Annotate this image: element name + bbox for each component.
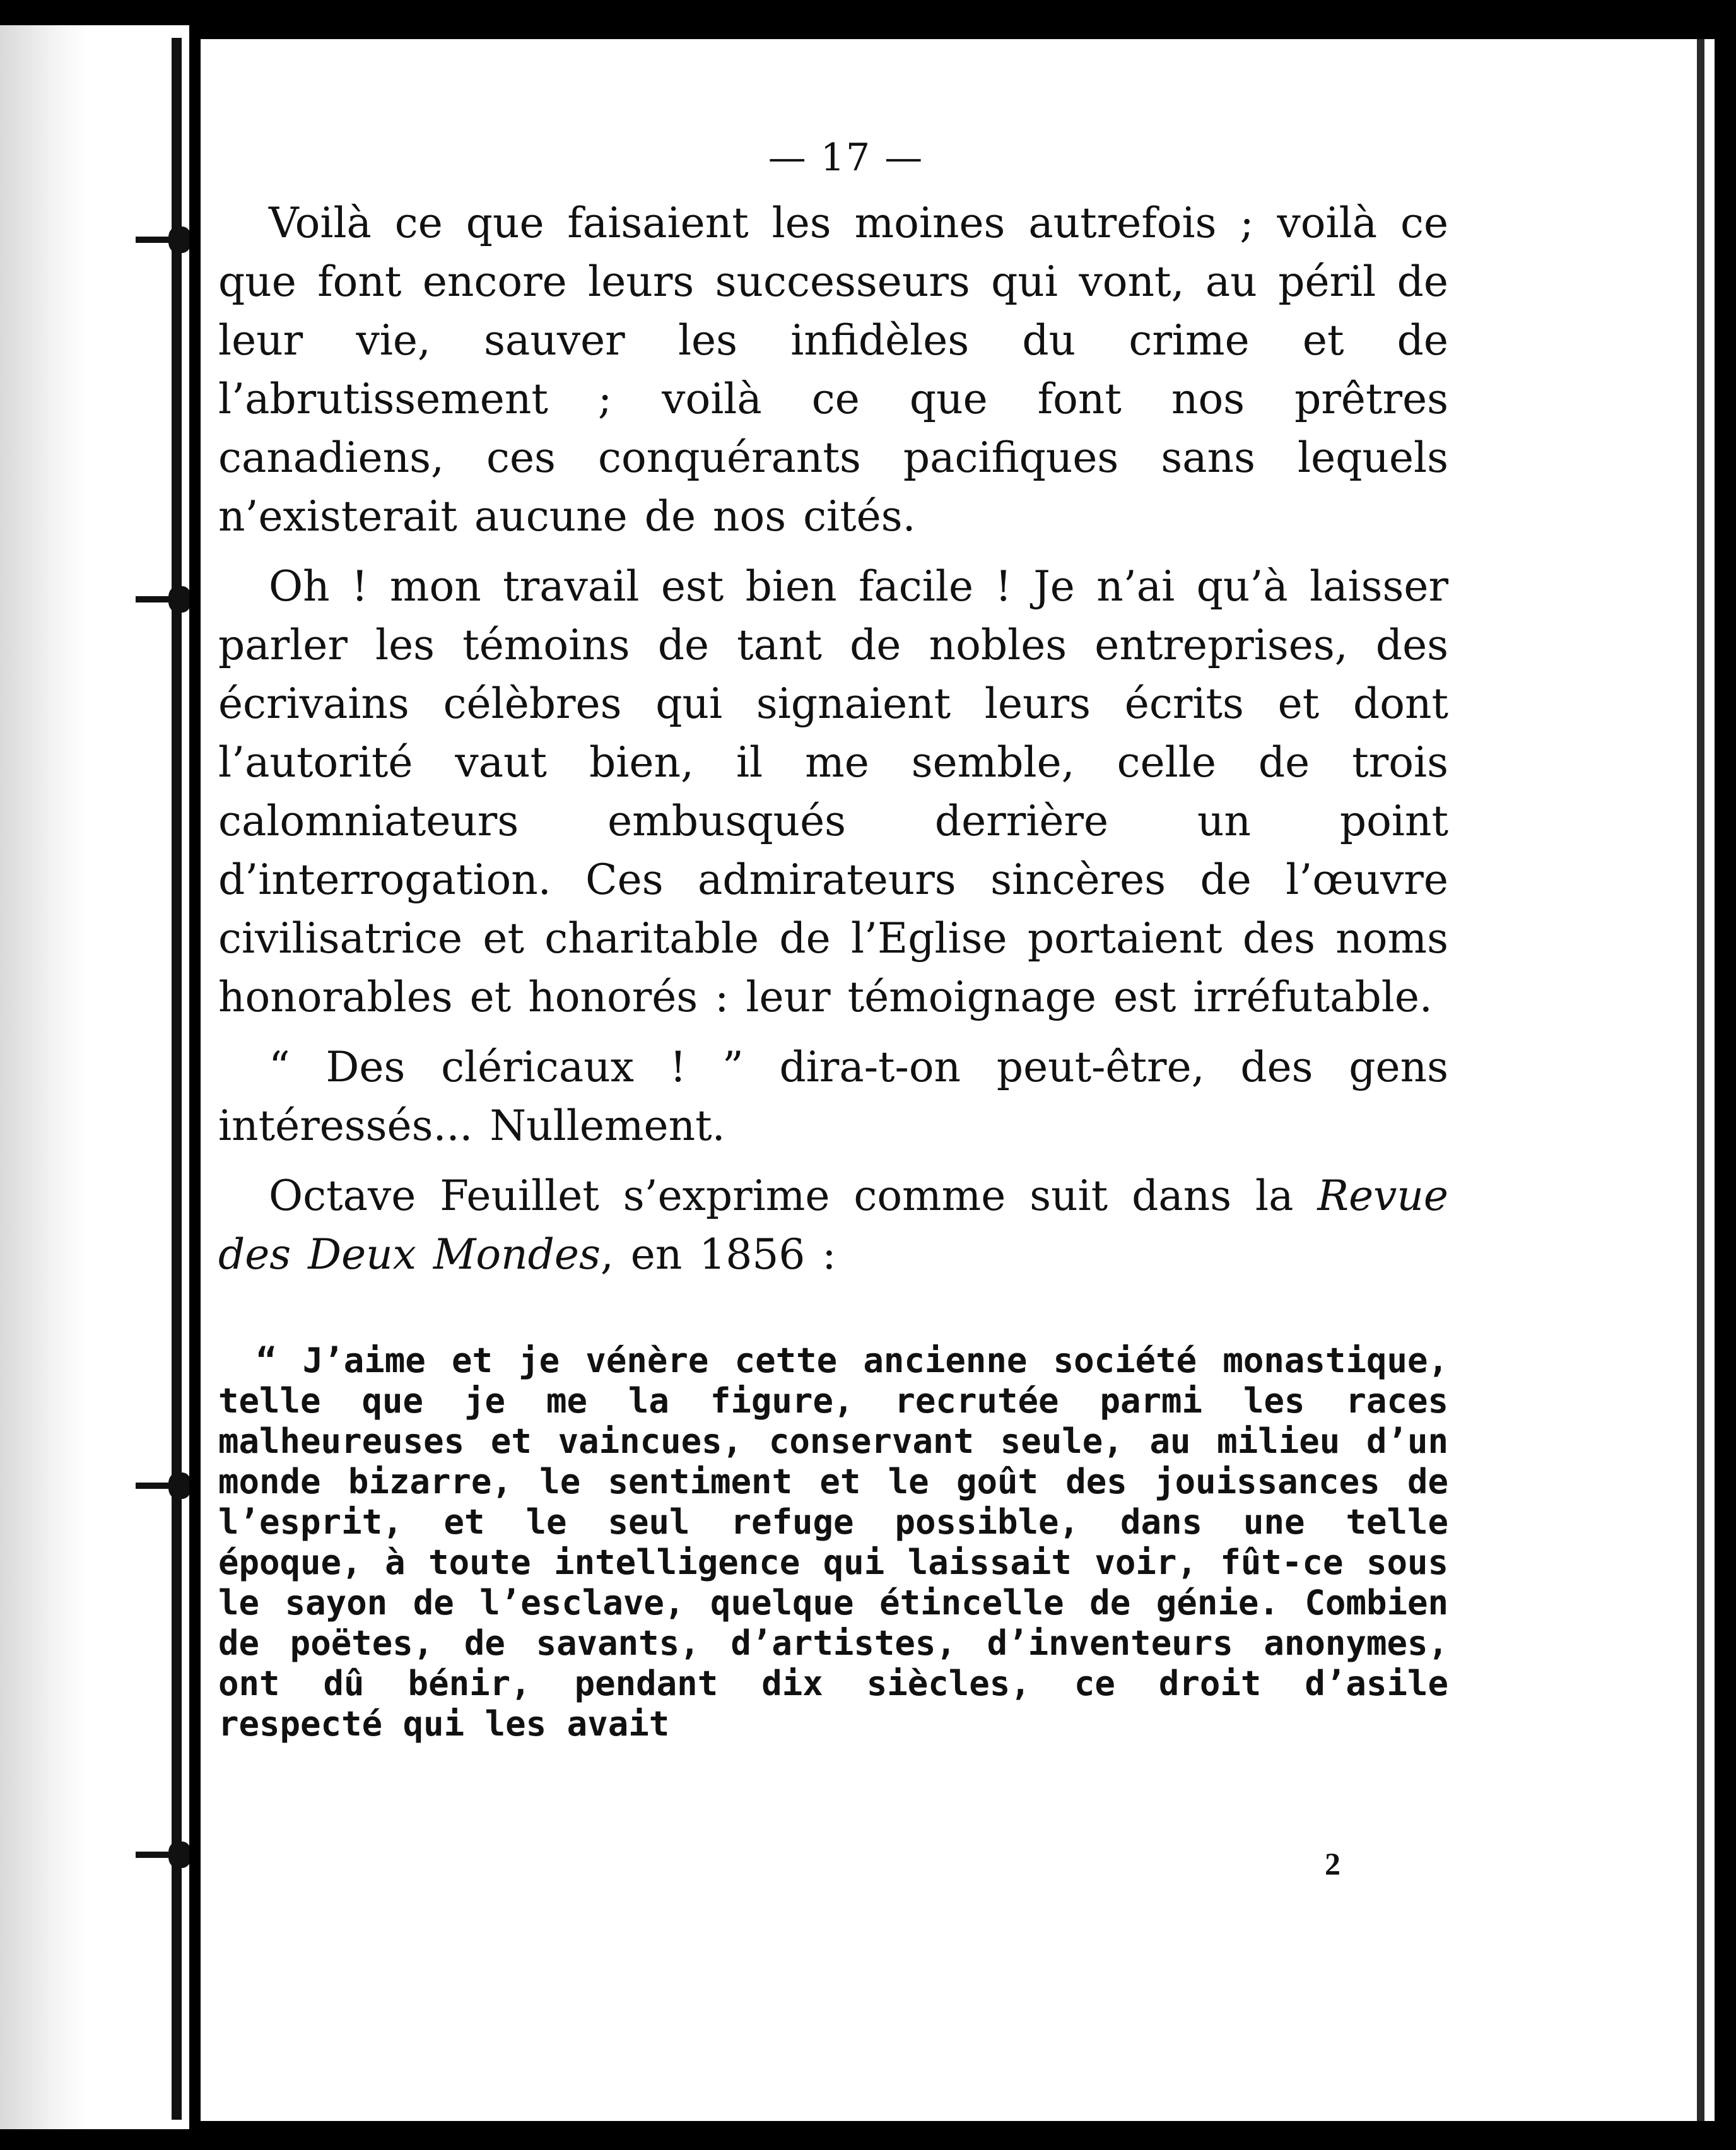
page-edge-shadow bbox=[1697, 39, 1704, 2121]
block-quote: “ J’aime et je vénère cette ancienne société monastique, telle que je me la figure, recrutée parmi les races malheureuses et vaincues, conservant seule, au milieu d’un monde bizarre, le sentiment et le goût des jouissances de l’esprit, et le seul refuge possible, dans une telle époque, à toute intelligence qui laissait voir, fût-ce sous le sayon de l’esclave, quelque étincelle de génie. Combien de poëtes, de savants, d’artistes, d’inventeurs anonymes, ont dû bénir, pendant dix siècles, ce droit d’asile respecté qui les avait bbox=[218, 1341, 1448, 1744]
page-text bbox=[218, 136, 1448, 1778]
facing-page-edge bbox=[0, 25, 189, 2129]
citation-rest: , en 1856 : bbox=[600, 1230, 836, 1279]
signature-mark: 2 bbox=[1325, 1846, 1340, 1881]
paragraph-text: Octave Feuillet s’exprime comme suit dans la bbox=[269, 1172, 1294, 1220]
paragraph: Voilà ce que faisaient les moines autrefois ; voilà ce que font encore leurs successeurs qui vont, au péril de leur vie, sauver les infidèles du crime et de l’abrutissement ; voilà ce que font nos prêtres canadiens, ces conquérants pacifiques sans lequels n’existerait aucune de nos cités. bbox=[218, 199, 1448, 541]
paragraph: Oh ! mon travail est bien facile ! Je n’ai qu’à laisser parler les témoins de tant de nobles entreprises, des écrivains célèbres qui signaient leurs écrits et dont l’autorité vaut bien, il me semble, celle de trois calomniateurs embusqués derrière un point d’interrogation. Ces admirateurs sincères de l’œuvre civilisatrice et charitable de l’Eglise portaient des noms honorables et honorés : leur témoignage est irréfutable. bbox=[218, 562, 1448, 1021]
paragraph: “ Des cléricaux ! ” dira-t-on peut-être, des gens intéressés... Nullement. bbox=[218, 1043, 1448, 1150]
page-number: — 17 — bbox=[768, 136, 924, 180]
paragraph bbox=[218, 1166, 1448, 1284]
citation-title: Revue des Deux Mondes bbox=[218, 1172, 1448, 1279]
gutter bbox=[189, 25, 202, 2129]
binding-thread bbox=[172, 38, 182, 2120]
